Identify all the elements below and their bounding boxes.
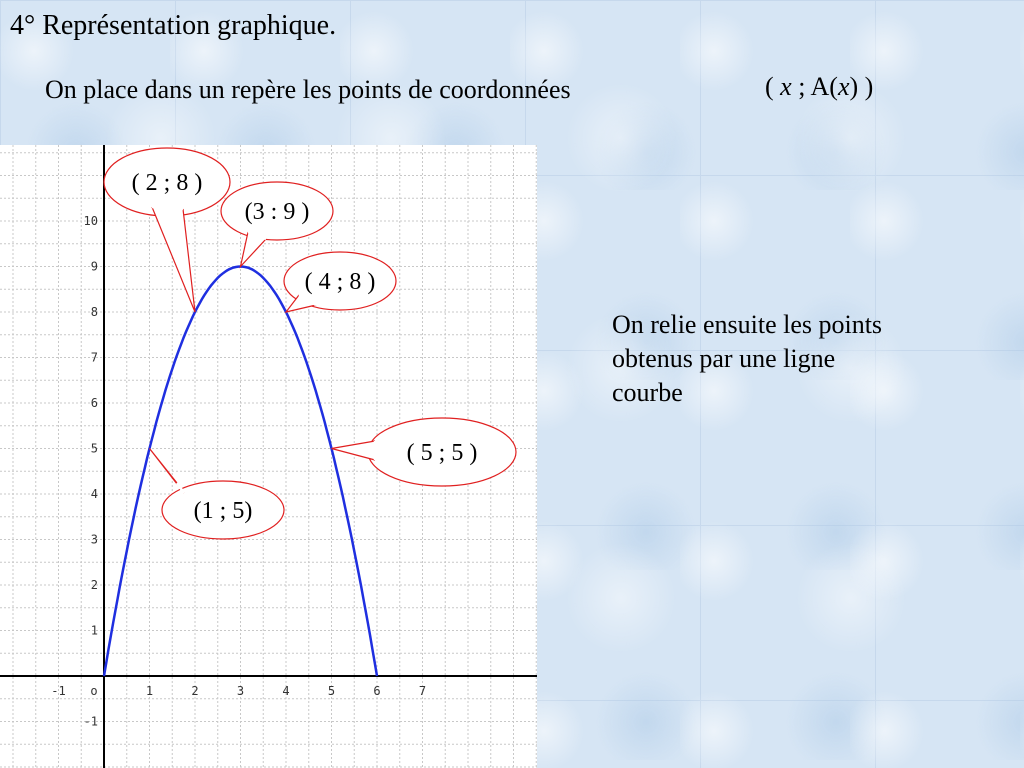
formula-mid: ; A(: [791, 72, 838, 101]
x-tick-label: 3: [236, 684, 245, 698]
chart-panel: [0, 145, 537, 768]
x-tick-label: 4: [282, 684, 290, 698]
parabola-chart: [0, 145, 537, 768]
x-tick-label: 7: [418, 684, 427, 698]
y-tick-label: 3: [90, 532, 98, 547]
callout-label: ( 2 ; 8 ): [131, 170, 203, 196]
y-tick-label: 7: [90, 350, 98, 365]
callouts: [104, 148, 516, 539]
y-tick-label: 2: [90, 578, 98, 592]
formula-x2: x: [837, 72, 850, 101]
callout-pointer: [332, 441, 376, 460]
y-tick-label: 9: [90, 259, 98, 274]
x-tick-label: 2: [191, 684, 199, 698]
formula-open: (: [765, 72, 781, 101]
y-tick-label: -1: [83, 714, 98, 729]
slide-title: 4° Représentation graphique.: [10, 10, 337, 41]
formula-close: ) ): [849, 72, 874, 101]
callout-pointer: [152, 207, 195, 312]
y-tick-label: 1: [90, 623, 98, 638]
callout-label: ( 4 ; 8 ): [304, 269, 376, 295]
x-tick-label: 5: [327, 684, 336, 698]
coordinate-formula: [765, 72, 873, 102]
y-tick-label: 6: [90, 396, 98, 410]
callout-label: (1 ; 5): [193, 498, 253, 524]
y-tick-label: 4: [90, 487, 98, 501]
y-tick-label: 10: [83, 214, 98, 228]
side-note: On relie ensuite les points obtenus par une ligne courbe: [612, 310, 883, 407]
intro-text: On place dans un repère les points de coordonnées: [45, 75, 571, 104]
x-tick-label: -1: [51, 684, 66, 698]
y-tick-label: 5: [90, 441, 98, 456]
formula-x: x: [780, 72, 792, 101]
callout: [332, 418, 517, 486]
callout-label: (3 : 9 ): [244, 199, 310, 225]
x-tick-label: 6: [373, 684, 381, 698]
callout: [284, 252, 396, 312]
origin-label: o: [90, 684, 98, 698]
callout-label: ( 5 ; 5 ): [406, 440, 478, 466]
y-tick-label: 8: [90, 305, 98, 319]
x-tick-label: 1: [145, 684, 154, 698]
callout: [221, 182, 333, 267]
